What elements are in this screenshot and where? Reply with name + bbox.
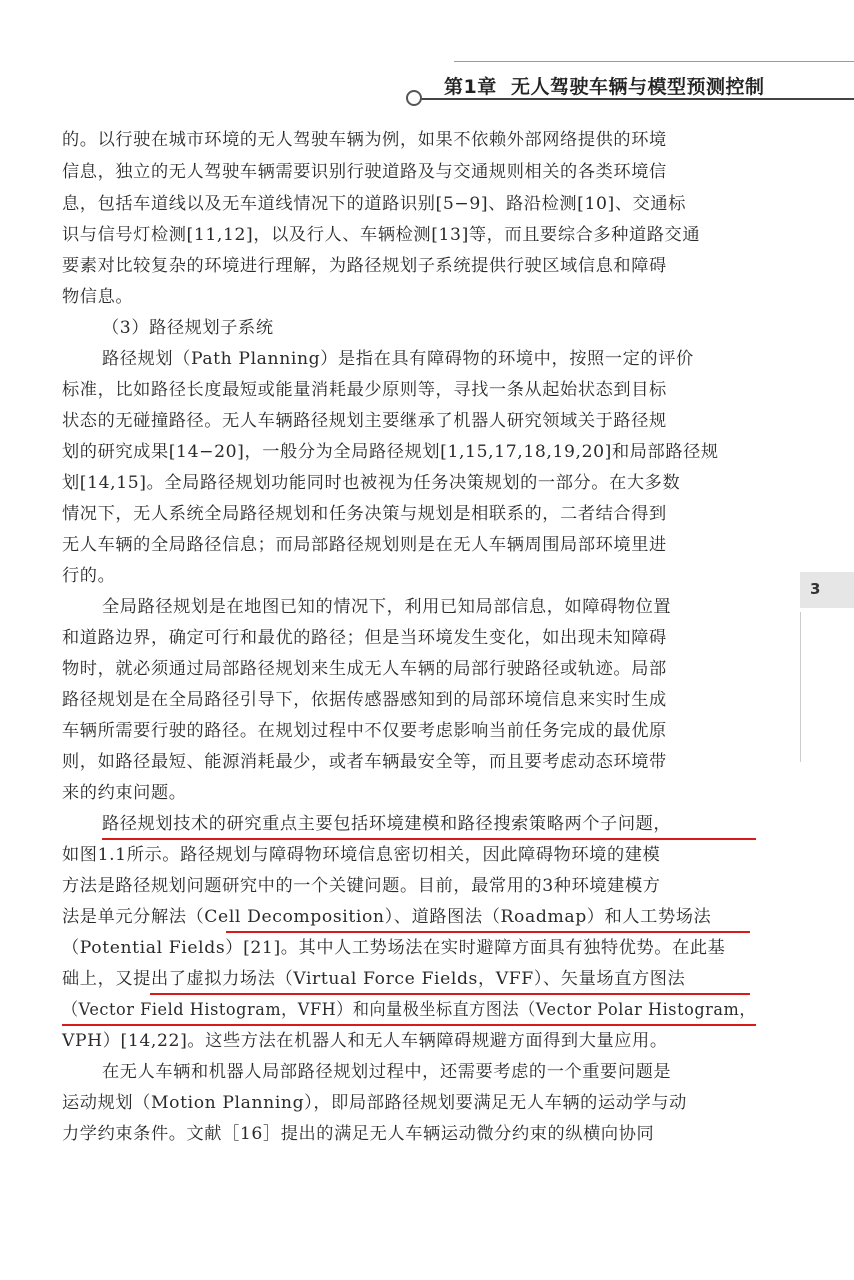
chapter-title	[444, 72, 764, 99]
text-line: 状态的无碰撞路径。无人车辆路径规划主要继承了机器人研究领域关于路径规	[62, 411, 667, 431]
text-line: 和道路边界，确定可行和最优的路径；但是当环境发生变化，如出现未知障碍	[62, 628, 667, 648]
text-line: 法是单元分解法（Cell Decomposition）、道路图法（Roadmap）和人工势场法	[62, 907, 712, 927]
text-line: 车辆所需要行驶的路径。在规划过程中不仅要考虑影响当前任务完成的最优原	[62, 721, 667, 741]
text-line: 如图1.1所示。路径规划与障碍物环境信息密切相关，因此障碍物环境的建模	[62, 845, 661, 865]
text-line: （Vector Field Histogram，VFH）和向量极坐标直方图法（Vector Polar Histogram，	[62, 1000, 757, 1020]
text-line: 路径规划技术的研究重点主要包括环境建模和路径搜索策略两个子问题，	[102, 814, 672, 834]
red-underline	[150, 993, 750, 995]
text-line: 运动规划（Motion Planning），即局部路径规划要满足无人车辆的运动学与动	[62, 1093, 687, 1113]
chapter-tab-number: 3	[810, 580, 821, 598]
text-line: 信息，独立的无人驾驶车辆需要识别行驶道路及与交通规则相关的各类环境信	[62, 162, 667, 182]
text-line: 物信息。	[62, 287, 134, 307]
text-line: 路径规划（Path Planning）是指在具有障碍物的环境中，按照一定的评价	[102, 349, 694, 369]
text-line: 息，包括车道线以及无车道线情况下的道路识别[5−9]、路沿检测[10]、交通标	[62, 194, 686, 214]
red-underline	[102, 838, 756, 840]
chapter-tab-rule	[800, 612, 801, 762]
text-line: 的。以行驶在城市环境的无人驾驶车辆为例，如果不依赖外部网络提供的环境	[62, 130, 667, 150]
text-line: 力学约束条件。文献［16］提出的满足无人车辆运动微分约束的纵横向协同	[62, 1124, 655, 1144]
chapter-tab	[800, 572, 854, 608]
text-line: VPH）[14,22]。这些方法在机器人和无人车辆障碍规避方面得到大量应用。	[62, 1031, 668, 1051]
text-line: 划[14,15]。全局路径规划功能同时也被视为任务决策规划的一部分。在大多数	[62, 473, 681, 493]
running-header	[0, 0, 854, 110]
chapter-number: 第1章	[444, 76, 497, 98]
text-line: 划的研究成果[14−20]，一般分为全局路径规划[1,15,17,18,19,20]和局部路径规	[62, 442, 719, 462]
text-line: 来的约束问题。	[62, 783, 187, 803]
text-line: 路径规划是在全局路径引导下，依据传感器感知到的局部环境信息来实时生成	[62, 690, 667, 710]
header-rule	[420, 98, 854, 100]
text-line: 要素对比较复杂的环境进行理解，为路径规划子系统提供行驶区域信息和障碍	[62, 256, 667, 276]
chapter-name: 无人驾驶车辆与模型预测控制	[510, 76, 765, 98]
text-line: 全局路径规划是在地图已知的情况下，利用已知局部信息，如障碍物位置	[102, 597, 672, 617]
header-top-rule	[454, 61, 854, 62]
text-line: 标准，比如路径长度最短或能量消耗最少原则等，寻找一条从起始状态到目标	[62, 380, 667, 400]
red-underline	[62, 1024, 756, 1026]
text-line: （Potential Fields）[21]。其中人工势场法在实时避障方面具有独特优势。在此基	[62, 938, 726, 958]
text-line: 情况下，无人系统全局路径规划和任务决策与规划是相联系的，二者结合得到	[62, 504, 667, 524]
text-line: 物时，就必须通过局部路径规划来生成无人车辆的局部行驶路径或轨迹。局部	[62, 659, 667, 679]
text-line: 础上，又提出了虚拟力场法（Virtual Force Fields，VFF）、矢量场直方图法	[62, 969, 686, 989]
text-line: 行的。	[62, 566, 116, 586]
text-line: 方法是路径规划问题研究中的一个关键问题。目前，最常用的3种环境建模方	[62, 876, 661, 896]
text-line: 识与信号灯检测[11,12]，以及行人、车辆检测[13]等，而且要综合多种道路交通	[62, 225, 701, 245]
text-line: 则，如路径最短、能源消耗最少，或者车辆最安全等，而且要考虑动态环境带	[62, 752, 667, 772]
section-heading: （3）路径规划子系统	[102, 318, 274, 338]
header-circle-ornament	[406, 90, 422, 106]
red-underline	[226, 931, 750, 933]
text-line: 无人车辆的全局路径信息；而局部路径规划则是在无人车辆周围局部环境里进	[62, 535, 667, 555]
text-line: 在无人车辆和机器人局部路径规划过程中，还需要考虑的一个重要问题是	[102, 1062, 672, 1082]
